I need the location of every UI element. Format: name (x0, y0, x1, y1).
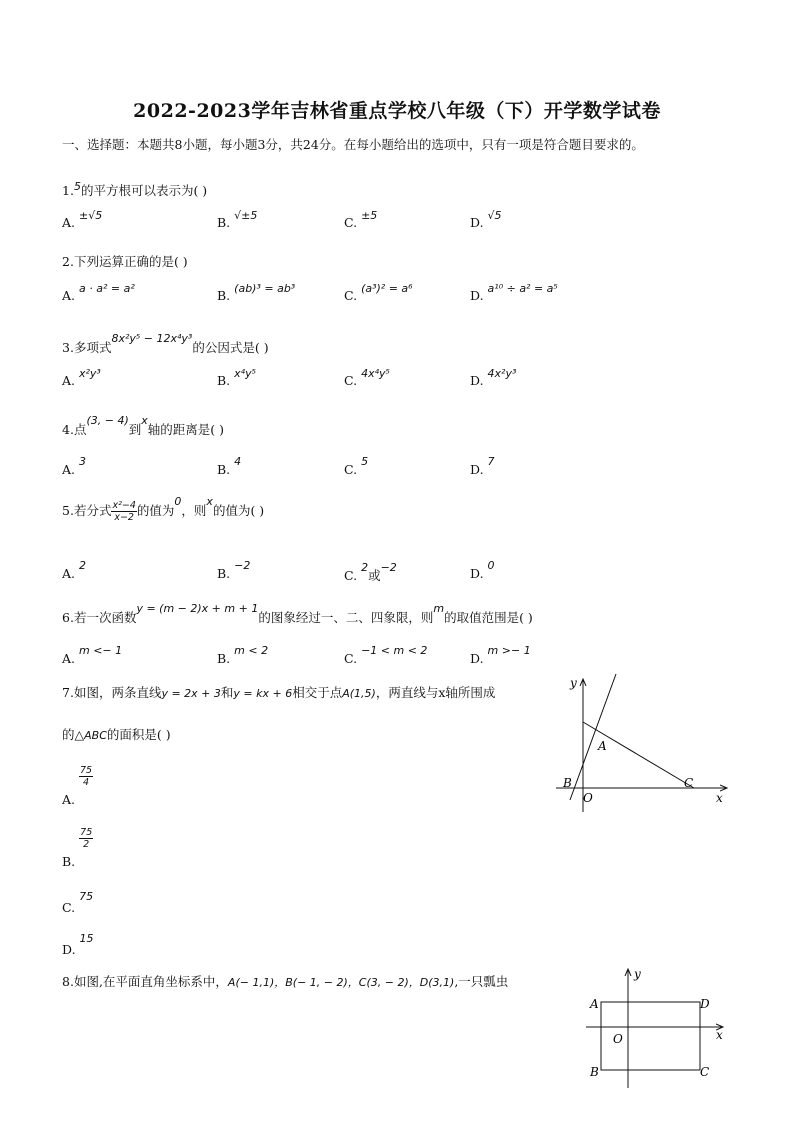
option-a: A. x²y³ (62, 367, 101, 388)
option-d: D. m >− 1 (470, 644, 531, 666)
option-a: A. 2 (62, 559, 86, 581)
question-3: 3.多项式8x²y⁵ − 12x⁴y³的公因式是( ) (62, 332, 269, 355)
question-math: 5 (73, 180, 81, 193)
origin-label: O (613, 1032, 623, 1046)
question-1 (62, 180, 207, 199)
option-d: D. a¹⁰ ÷ a² = a⁵ (470, 282, 558, 303)
question-text: 的平方根可以表示为( ) (80, 183, 208, 199)
option-a: A. a · a² = a² (62, 282, 135, 303)
point-b-label: B (590, 1065, 599, 1079)
option-d: D. 7 (470, 455, 495, 477)
q7-figure (548, 672, 732, 816)
option-b: B. $\frac{75}{2}$ (62, 827, 93, 869)
question-7-line-2: 的△ABC的面积是( ) (62, 727, 171, 742)
origin-label: O (583, 791, 593, 805)
option-c: C. (a³)² = a⁶ (344, 282, 413, 303)
q8-figure (582, 966, 732, 1090)
question-8: 8.如图,在平面直角坐标系中，A(− 1,1)，B(− 1, − 2)，C(3, − 2)，D(3,1),一只瓢虫 (62, 974, 509, 989)
section-heading: 一、选择题：本题共8小题，每小题3分，共24分。在每小题给出的选项中，只有一项是符合题目要求的。 (62, 137, 644, 152)
question-4: 4.点(3, − 4)到x轴的距离是( ) (62, 414, 225, 437)
option-a: A. $\frac{75}{4}$ (62, 765, 93, 807)
question-7: 7.如图，两条直线y = 2x + 3和y = kx + 6相交于点A(1,5)，两直线与x轴所围成 (62, 685, 496, 700)
option-c: C. ±5 (344, 209, 378, 230)
page-title: 2022-2023学年吉林省重点学校八年级（下）开学数学试卷 (133, 100, 661, 122)
option-b: B. x⁴y⁵ (217, 367, 256, 388)
point-c-label: C (684, 776, 694, 790)
option-b: B. (ab)³ = ab³ (217, 282, 296, 303)
option-c: C. 75 (62, 890, 94, 915)
question-5: 5.若分式 $\frac{\text{x²−4}}{x-2}$ 的值为0，则x的值为( ) (62, 495, 265, 523)
option-c: C. 2或−2 (344, 561, 397, 583)
point-d-label: D (700, 997, 710, 1011)
option-a: A. m <− 1 (62, 644, 123, 666)
option-b: B. m < 2 (217, 644, 269, 666)
question-2: 2.下列运算正确的是( ) (62, 254, 188, 269)
option-b: B. 4 (217, 455, 242, 477)
option-d: D. 15 (62, 932, 94, 957)
question-number: 1. (62, 183, 74, 199)
point-a-label: A (598, 739, 607, 753)
fraction: $\frac{\text{x²−4}}{x-2}$ (112, 500, 136, 523)
question-6: 6.若一次函数y = (m − 2)x + m + 1的图象经过一、二、四象限，则m的取值范围是( ) (62, 602, 533, 625)
option-b: B. −2 (217, 559, 251, 581)
option-b: B. √±5 (217, 209, 258, 230)
point-c-label: C (700, 1065, 710, 1079)
x-label: x (716, 1028, 723, 1042)
question-math: 8x²y⁵ − 12x⁴y³ (111, 332, 193, 345)
y-label: y (634, 967, 641, 981)
option-d: D. 0 (470, 559, 495, 581)
y-label: y (570, 676, 577, 690)
option-c: C. 5 (344, 455, 369, 477)
x-label: x (716, 791, 723, 805)
point-a-label: A (590, 997, 599, 1011)
option-d: D. √5 (470, 209, 502, 230)
line-ac (583, 722, 694, 788)
option-a: A. ±√5 (62, 209, 103, 230)
option-c: C. −1 < m < 2 (344, 644, 428, 666)
option-a: A. 3 (62, 455, 86, 477)
option-c: C. 4x⁴y⁵ (344, 367, 390, 388)
option-d: D. 4x²y³ (470, 367, 517, 388)
point-b-label: B (563, 776, 572, 790)
